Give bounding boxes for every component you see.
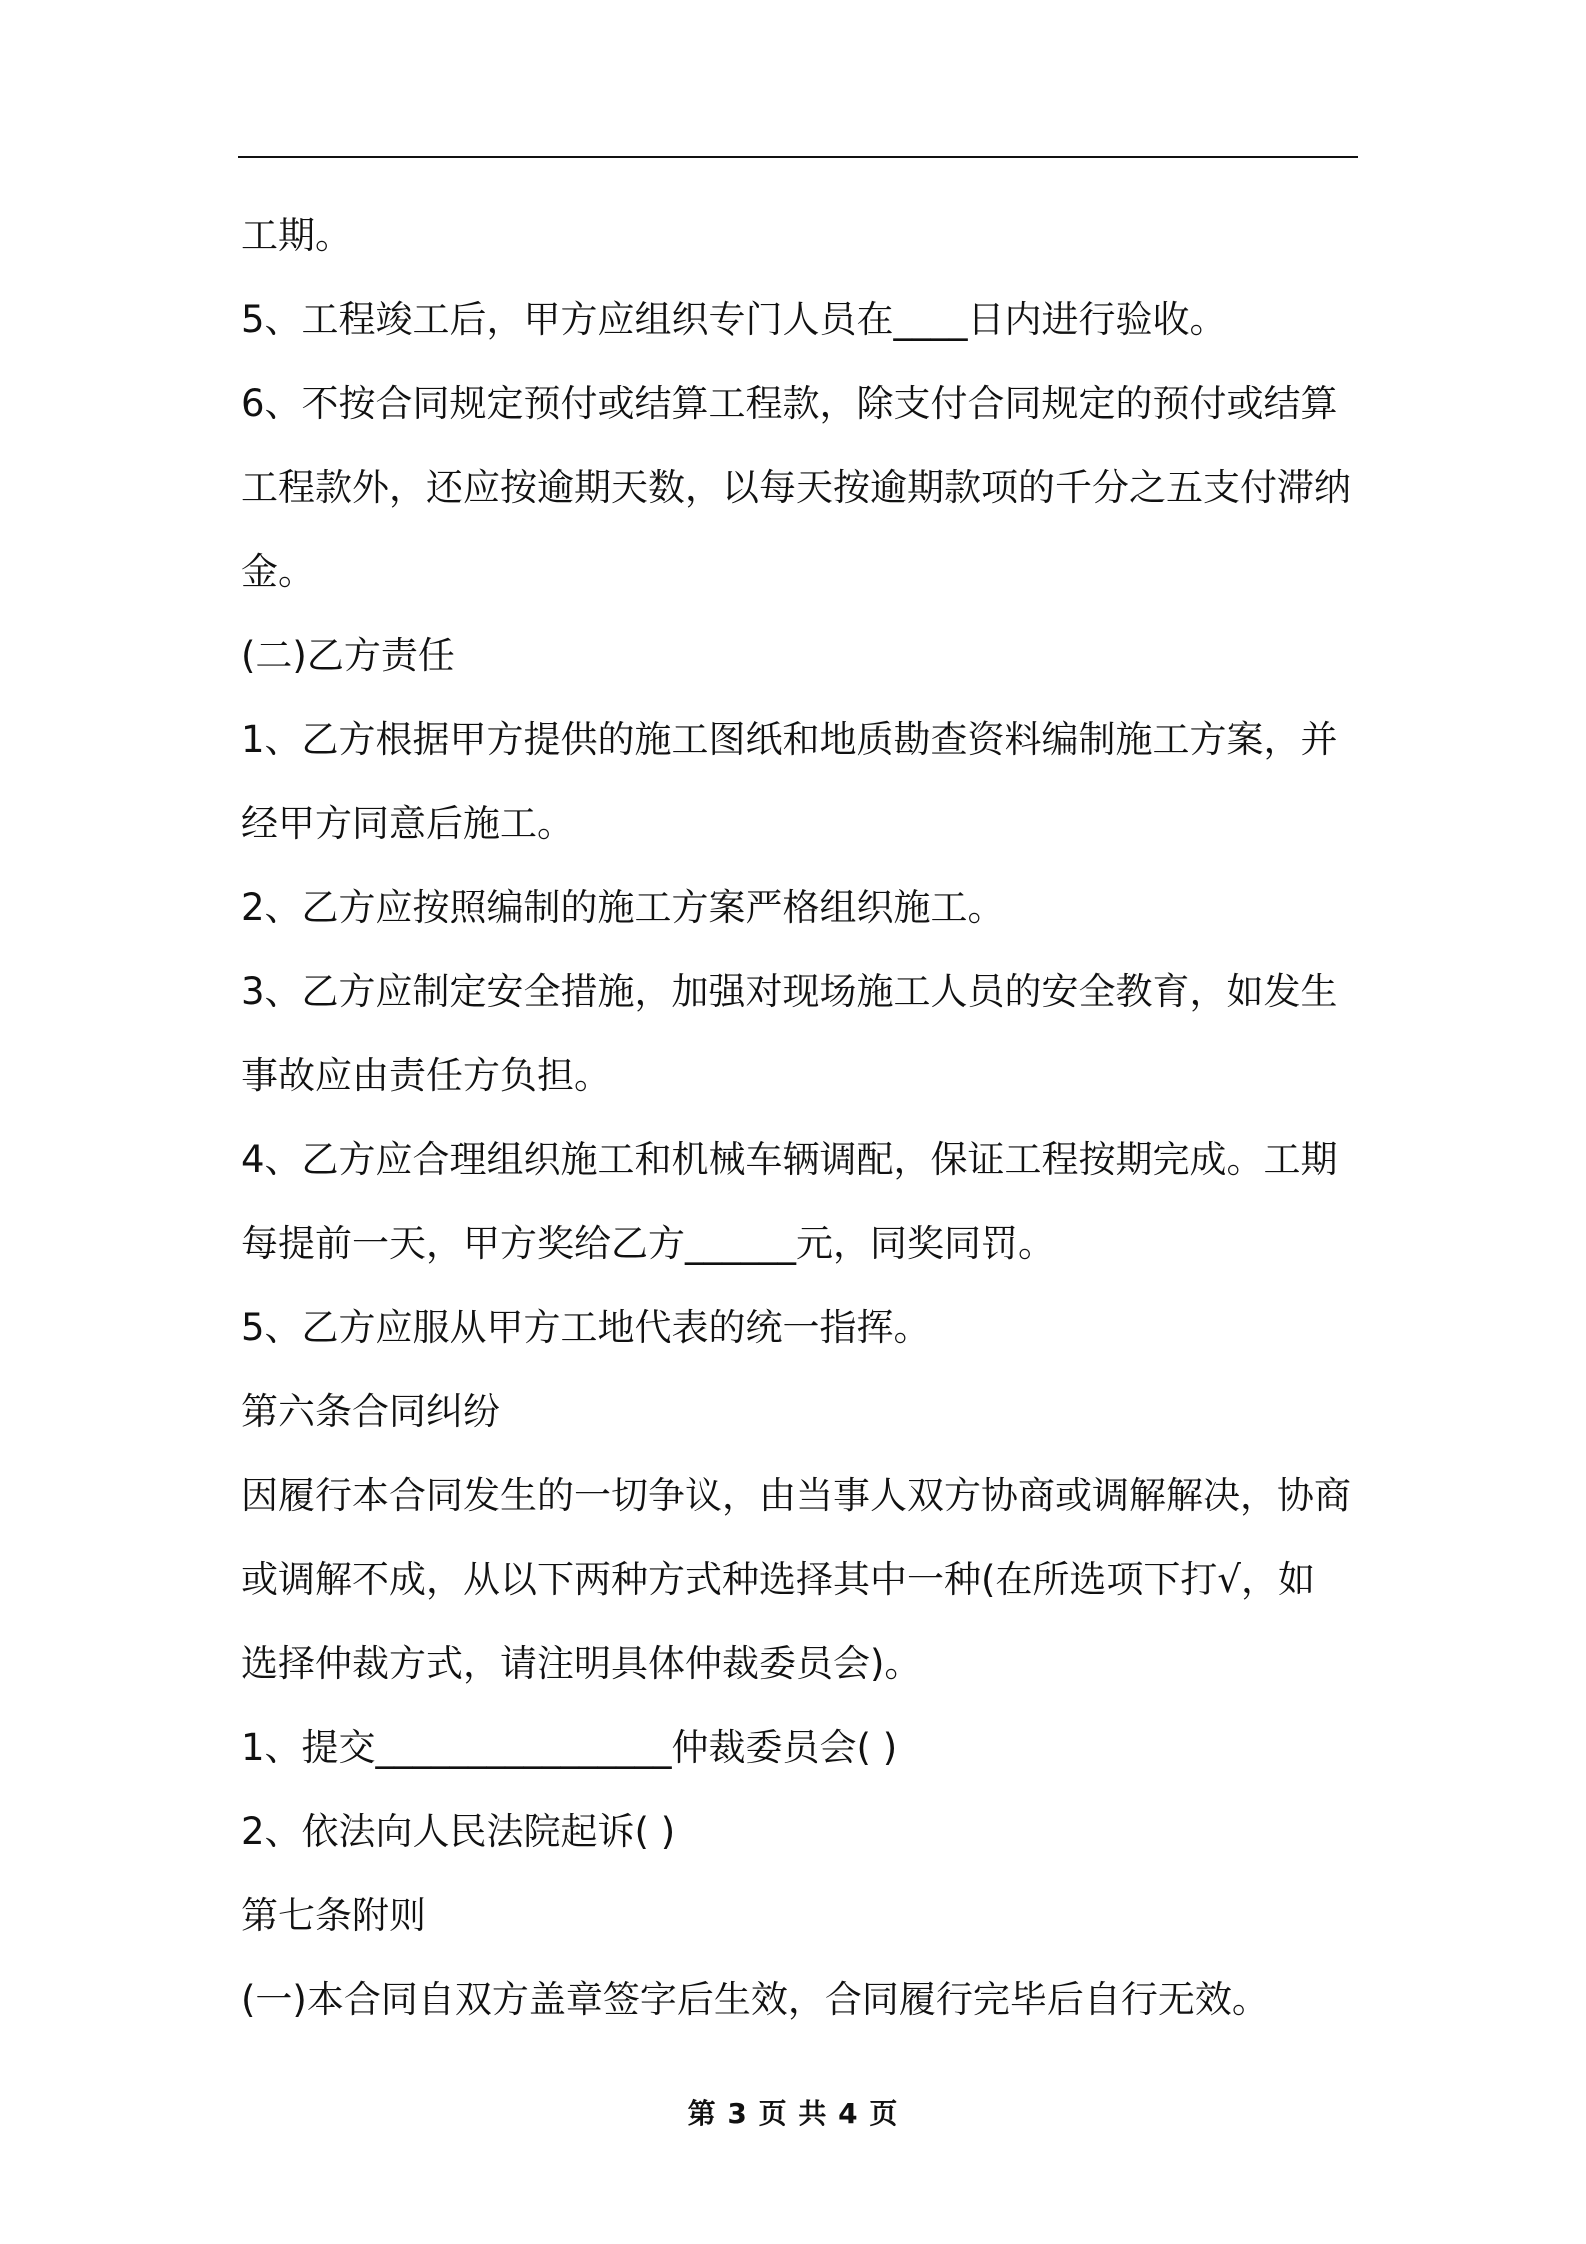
text-line: 选择仲裁方式，请注明具体仲裁委员会)。 (241, 1642, 922, 1685)
text-line: 经甲方同意后施工。 (241, 802, 574, 845)
section-heading: (二)乙方责任 (241, 634, 455, 677)
text-line: 4、乙方应合理组织施工和机械车辆调配，保证工程按期完成。工期 (241, 1138, 1338, 1181)
text-line: 工程款外，还应按逾期天数，以每天按逾期款项的千分之五支付滞纳 (241, 466, 1351, 509)
text-line: 5、工程竣工后，甲方应组织专门人员在____日内进行验收。 (241, 298, 1227, 341)
section-heading: 第七条附则 (241, 1894, 426, 1937)
text-line: 因履行本合同发生的一切争议，由当事人双方协商或调解解决，协商 (241, 1474, 1351, 1517)
page-number: 第 3 页 共 4 页 (687, 2097, 899, 2130)
section-heading: 第六条合同纠纷 (241, 1390, 500, 1433)
text-line: 3、乙方应制定安全措施，加强对现场施工人员的安全教育，如发生 (241, 970, 1338, 1013)
header-rule (238, 156, 1358, 158)
text-line: 1、提交________________仲裁委员会( ) (241, 1726, 898, 1769)
text-line: 2、乙方应按照编制的施工方案严格组织施工。 (241, 886, 1005, 929)
text-line: 6、不按合同规定预付或结算工程款，除支付合同规定的预付或结算 (241, 382, 1338, 425)
text-line: 2、依法向人民法院起诉( ) (241, 1810, 676, 1853)
text-line: 工期。 (241, 214, 352, 257)
text-line: 每提前一天，甲方奖给乙方______元，同奖同罚。 (241, 1222, 1055, 1265)
text-line: 1、乙方根据甲方提供的施工图纸和地质勘查资料编制施工方案，并 (241, 718, 1338, 761)
text-line: 事故应由责任方负担。 (241, 1054, 611, 1097)
text-line: 5、乙方应服从甲方工地代表的统一指挥。 (241, 1306, 931, 1349)
text-line: 或调解不成，从以下两种方式种选择其中一种(在所选项下打√，如 (241, 1558, 1316, 1601)
document-body (241, 194, 1356, 2042)
text-line: 金。 (241, 550, 315, 593)
text-line: (一)本合同自双方盖章签字后生效，合同履行完毕后自行无效。 (241, 1978, 1269, 2021)
